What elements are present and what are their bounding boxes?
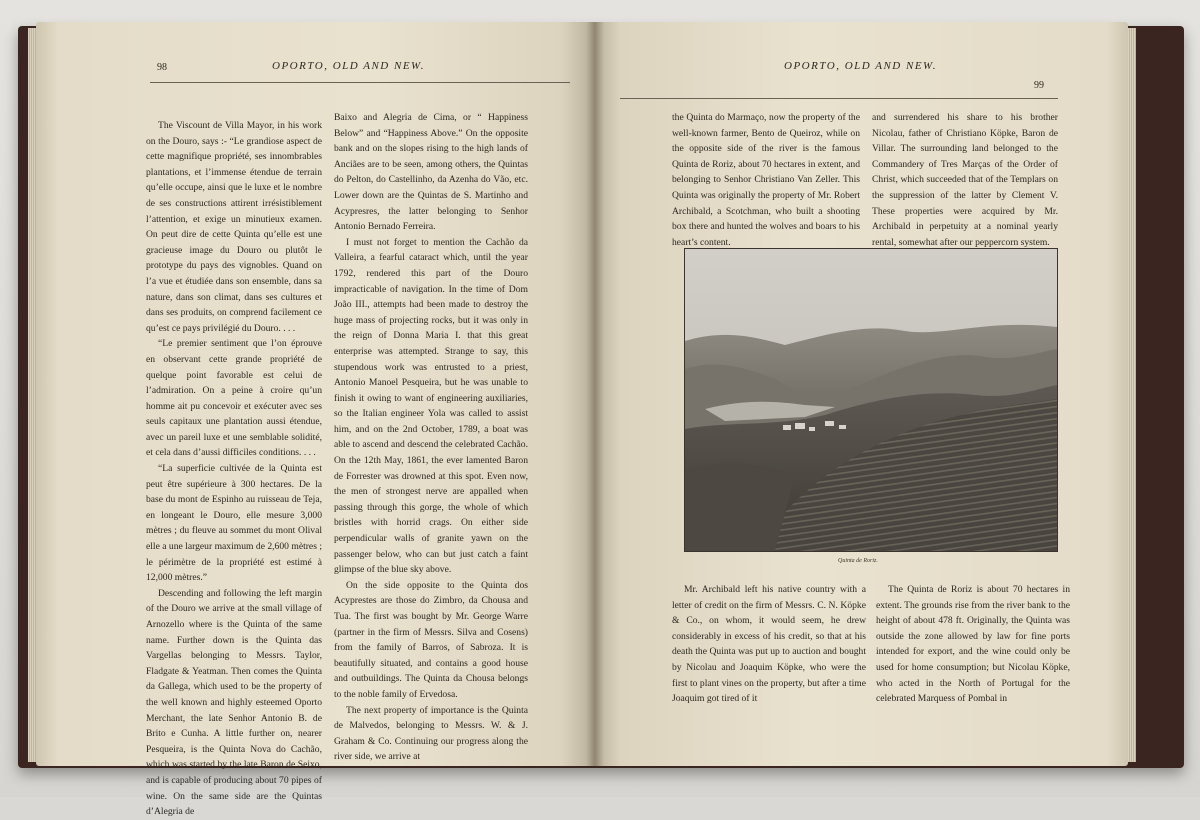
paragraph: “Le premier sentiment que l’on éprouve en observant cette grande propriété de quelque point favorable est celui de l’admiration. On a peine à croire qu’un homme ait pu concevoir et exécuter avec ses seuls capitaux une plantation aussi étendue, avec un pareil luxe et une semblable solidité, et cela dans d’aussi difficiles conditions. . . . xyxy=(146,338,322,459)
vineyard-landscape-image xyxy=(685,249,1057,551)
right-bottom-column-2 xyxy=(876,582,1070,707)
landscape-photograph xyxy=(684,248,1058,552)
left-column-2 xyxy=(334,110,528,765)
left-running-header: OPORTO, OLD AND NEW. xyxy=(272,60,425,72)
page-edges-left xyxy=(28,28,36,762)
paragraph: and surrendered his share to his brother Nicolau, father of Christiano Köpke, Baron de Villar. The surrounding land belonged to the Commandery of Tres Marças of the Order of Christ, which succeeded that of the Templars on the suppression of the latter by Clement V. These properties were acquired by Mr. Archibald in perpetuity at a nominal yearly rental, somewhat after our peppercorn system. xyxy=(872,112,1058,248)
paragraph: Mr. Archibald left his native country with a letter of credit on the firm of Messrs. C. N. Köpke & Co., on whom, it would seem, he drew considerably in excess of his credit, so that at his death the Quinta was put up to auction and bought by Nicolau and Joaquim Köpke, who were the first to plant vines on the property, but after a time Joaquim got tired of it xyxy=(672,584,866,705)
left-column-1 xyxy=(146,118,322,820)
paragraph: The Quinta de Roriz is about 70 hectares in extent. The grounds rise from the river bank to the height of about 478 ft. Originally, the Quinta was outside the zone allowed by law for fine ports intended for export, and the wine could only be used for home consumption; but Nicolau Köpke, who acted in the North of Portugal for the celebrated Marquess of Pombal in xyxy=(876,584,1070,705)
paragraph: “La superficie cultivée de la Quinta est peut être supérieure à 300 hectares. De la base du mont de Espinho au ruisseau de Teja, en longeant le Douro, elle mesure 3,000 mètres ; du fleuve au sommet du mont Olival elle a une largeur maximum de 2,600 mètres ; le périmètre de la propriété est estimé à 12,000 mètres.” xyxy=(146,463,322,584)
right-running-header: OPORTO, OLD AND NEW. xyxy=(784,60,937,72)
paragraph: Baixo and Alegria de Cima, or “ Happiness Below” and “Happiness Above.” On the opposite bank and on the slopes rising to the high lands of Anciães are to be seen, among others, the Quintas do Pelton, do Castellinho, da Azenha do Vão, etc. Lower down are the Quintas de S. Martinho and Acypresres, the latter belonging to Senhor Antonio Bernado Ferreira. xyxy=(334,112,528,233)
paragraph: Descending and following the left margin of the Douro we arrive at the small village of Arnozello where is the Quinta of the same name. Further down is the Quinta das Vargellas belonging to Messrs. Taylor, Fladgate & Yeatman. Then comes the Quinta da Gallega, which used to be the property of the well known and highly esteemed Oporto Merchant, the late Senhor Antonio B. de Brito e Cunha. A little further on, nearer Pesqueira, is the Quinta Nova do Cachão, which was started by the late Baron de Seixo, and is capable of producing about 70 pipes of wine. On the same side are the Quintas d’Alegria de xyxy=(146,587,322,818)
paragraph: The Viscount de Villa Mayor, in his work on the Douro, says :- “Le grandiose aspect de cette magnifique propriété, ses innombrables plantations, et l’immense étendue de terrain qu’elle occupe, ainsi que le luxe et le nombre de ses constructions attirent irrésistiblement l’attention, et exige un minutieux examen. On peut dire de cette Quinta qu’elle est une gracieuse image du Douro ou plutôt le prototype du pays des vignobles. Quand on l’a vue et étudiée dans son ensemble, dans sa nature, dans son climat, dans ses cultures et dans ses produits, on comprend facilement ce qu’est ce pays privilégié du Douro. . . . xyxy=(146,120,322,334)
right-header-rule xyxy=(620,98,1058,99)
page-edges-right xyxy=(1128,28,1136,762)
left-header-rule xyxy=(150,82,570,83)
left-page-number: 98 xyxy=(157,62,167,73)
right-bottom-column-1 xyxy=(672,582,866,707)
book-gutter xyxy=(586,22,604,766)
paragraph: I must not forget to mention the Cachão da Valleira, a fearful cataract which, until the year 1792, rendered this part of the Douro impracticable of navigation. In the time of Dom João III., attempts had been made to destroy the huge mass of projecting rocks, but it was only in the reign of Donna Maria I. that this great enterprise was attempted. Strange to say, this stupendous work was entrusted to a priest, Antonio Manoel Pesqueira, but he was unable to finish it owing to want of engineering auxiliaries, so the Italian engineer Yola was called to assist him, and on the 2nd October, 1789, a boat was able to ascend and descend the celebrated Cachão. On the 12th May, 1861, the ever lamented Baron de Forrester was drowned at this spot. Even now, the men of strongest nerve are appalled when passing through this gorge, the whole of which bristles with horrid crags. On either side perpendicular walls of granite yawn on the passenger below, who can but just catch a faint glimpse of the blue sky above. xyxy=(334,236,528,576)
right-top-column-2 xyxy=(872,110,1058,250)
paragraph: The next property of importance is the Quinta de Malvedos, belonging to Messrs. W. & J. Graham & Co. Continuing our progress along the river side, we arrive at xyxy=(334,704,528,763)
paragraph: the Quinta do Marmaço, now the property of the well-known farmer, Bento de Queiroz, while on the opposite side of the river is the famous Quinta de Roriz, about 70 hectares in extent, and belonging to Senhor Christiano Van Zeller. This Quinta was originally the property of Mr. Robert Archibald, a Scotchman, who built a shooting box there and hunted the wolves and boars to his heart’s content. xyxy=(672,112,860,248)
right-page-number: 99 xyxy=(1034,80,1044,91)
right-top-column-1 xyxy=(672,110,860,250)
photo-caption: Quinta de Roriz. xyxy=(838,558,878,564)
paragraph: On the side opposite to the Quinta dos Acyprestes are those do Zimbro, da Chousa and Tua. The first was bought by Mr. George Warre (partner in the firm of Messrs. Silva and Cosens) from the family of Barros, of Sabroza. It is beautifully situated, and contains a good house and outbuildings. The Quinta da Chousa belongs to the noble family of Ervedosa. xyxy=(334,579,528,700)
